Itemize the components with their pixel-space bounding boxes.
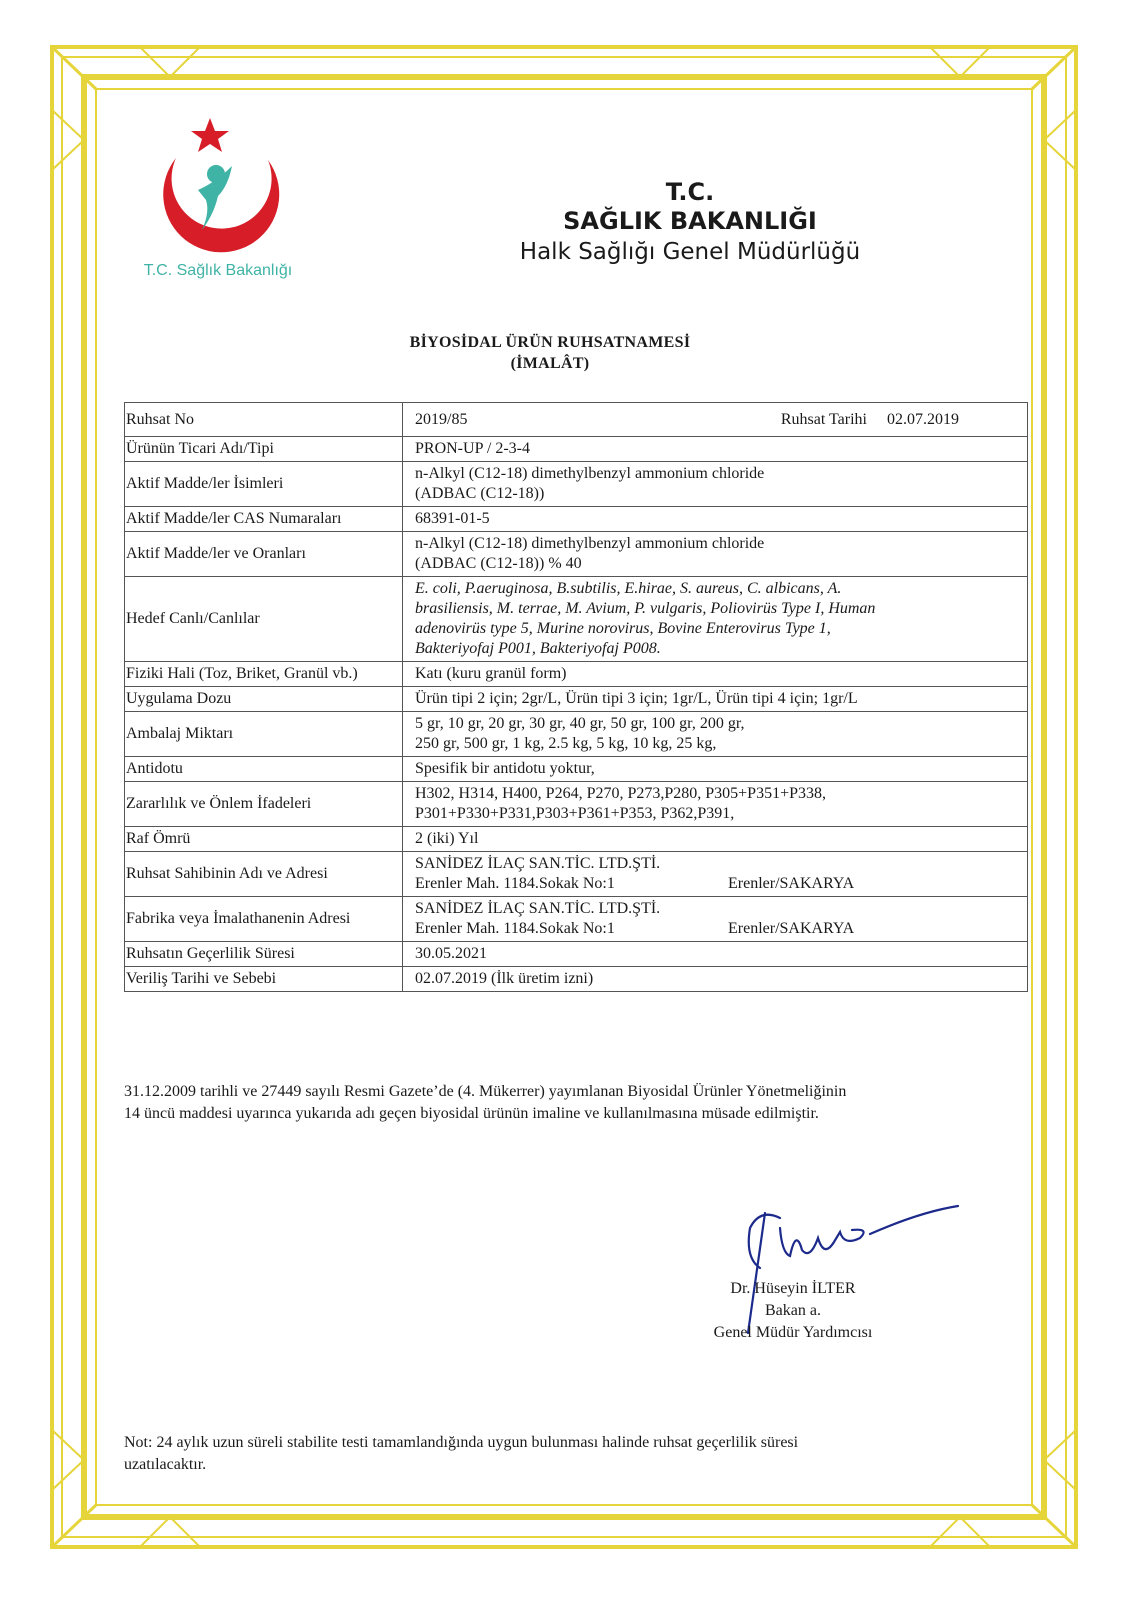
row-value: [403, 897, 1028, 942]
license-date-group: [781, 410, 1023, 430]
row-value: 30.05.2021: [403, 942, 1028, 967]
table-row: [125, 897, 1028, 942]
row-label: Fiziki Hali (Toz, Briket, Granül vb.): [125, 662, 403, 687]
table-row: [125, 577, 1028, 662]
row-value: [403, 712, 1028, 757]
signer-on-behalf: Bakan a.: [765, 1302, 821, 1319]
star-icon: [191, 118, 229, 152]
table-row: [125, 662, 1028, 687]
note-line: uzatılacaktır.: [124, 1456, 207, 1473]
row-value: 02.07.2019 (İlk üretim izni): [403, 967, 1028, 992]
value-line: (ADBAC (C12-18)) % 40: [415, 555, 582, 572]
document-title-line2: (İMALÂT): [510, 355, 590, 372]
notice-line: 14 üncü maddesi uyarınca yukarıda adı geçen biyosidal ürünün imaline ve kullanılmasına müsade edilmiştir.: [124, 1105, 819, 1122]
document-title: [330, 332, 770, 374]
table-row: [125, 942, 1028, 967]
row-value: [403, 852, 1028, 897]
table-row: [125, 757, 1028, 782]
value-line: adenovirüs type 5, Murine norovirus, Bovine Enterovirus Type 1,: [415, 620, 831, 637]
company-name: SANİDEZ İLAÇ SAN.TİC. LTD.ŞTİ.: [415, 855, 661, 872]
row-label: Hedef Canlı/Canlılar: [125, 577, 403, 662]
row-label: Antidotu: [125, 757, 403, 782]
row-label: Ruhsatın Geçerlilik Süresi: [125, 942, 403, 967]
license-number: 2019/85: [415, 410, 468, 428]
ministry-line3: Halk Sağlığı Genel Müdürlüğü: [519, 239, 861, 265]
ministry-line2: SAĞLIK BAKANLIĞI: [563, 207, 817, 235]
company-address: Erenler Mah. 1184.Sokak No:1 Erenler/SAKARYA: [415, 920, 855, 937]
footnote: [124, 1432, 964, 1476]
value-line: H302, H314, H400, P264, P270, P273,P280, P305+P351+P338,: [415, 785, 826, 802]
value-line: n-Alkyl (C12-18) dimethylbenzyl ammonium chloride: [415, 535, 765, 552]
notice-line: 31.12.2009 tarihli ve 27449 sayılı Resmi Gazete’de (4. Mükerrer) yayımlanan Biyosidal Ürünler Yönetmeliğinin: [124, 1083, 847, 1100]
signer-block: [668, 1278, 918, 1344]
company-name: SANİDEZ İLAÇ SAN.TİC. LTD.ŞTİ.: [415, 900, 661, 917]
row-value: [403, 532, 1028, 577]
ministry-line1: T.C.: [665, 178, 715, 206]
row-value: 2 (iki) Yıl: [403, 827, 1028, 852]
table-row: [125, 712, 1028, 757]
license-info-table: [124, 402, 1028, 992]
row-value: Katı (kuru granül form): [403, 662, 1028, 687]
value-line: n-Alkyl (C12-18) dimethylbenzyl ammonium chloride: [415, 465, 765, 482]
row-label: Uygulama Dozu: [125, 687, 403, 712]
row-value: [403, 462, 1028, 507]
row-label: Veriliş Tarihi ve Sebebi: [125, 967, 403, 992]
row-value: [403, 782, 1028, 827]
value-line: Bakteriyofaj P001, Bakteriyofaj P008.: [415, 640, 661, 657]
row-label: Ambalaj Miktarı: [125, 712, 403, 757]
row-label: Zararlılık ve Önlem İfadeleri: [125, 782, 403, 827]
table-row: [125, 403, 1028, 437]
note-line: Not: 24 aylık uzun süreli stabilite testi tamamlandığında uygun bulunması halinde ruhsat geçerlilik süresi: [124, 1434, 799, 1451]
row-label: Ruhsat Sahibinin Adı ve Adresi: [125, 852, 403, 897]
value-line: (ADBAC (C12-18)): [415, 485, 545, 502]
row-label: Ruhsat No: [125, 403, 403, 437]
table-row: [125, 507, 1028, 532]
table-row: [125, 967, 1028, 992]
table-row: [125, 687, 1028, 712]
row-label: Aktif Madde/ler İsimleri: [125, 462, 403, 507]
row-value: [403, 577, 1028, 662]
row-label: Raf Ömrü: [125, 827, 403, 852]
table-row: [125, 437, 1028, 462]
value-line: P301+P330+P331,P303+P361+P353, P362,P391,: [415, 805, 735, 822]
row-label: Ürünün Ticari Adı/Tipi: [125, 437, 403, 462]
table-row: [125, 782, 1028, 827]
person-figure-icon: [198, 165, 232, 230]
row-value: [403, 403, 1028, 437]
row-value: PRON-UP / 2-3-4: [403, 437, 1028, 462]
value-line: E. coli, P.aeruginosa, B.subtilis, E.hirae, S. aureus, C. albicans, A.: [415, 580, 842, 597]
license-date-label: Ruhsat Tarihi: [780, 410, 867, 428]
logo-caption: T.C. Sağlık Bakanlığı: [143, 262, 293, 279]
approval-notice: [124, 1081, 1024, 1125]
company-address: Erenler Mah. 1184.Sokak No:1 Erenler/SAKARYA: [415, 875, 855, 892]
row-label: Aktif Madde/ler CAS Numaraları: [125, 507, 403, 532]
table-row: [125, 532, 1028, 577]
license-date-value: 02.07.2019: [887, 410, 959, 428]
signer-title: Genel Müdür Yardımcısı: [713, 1324, 873, 1341]
row-value: 68391-01-5: [403, 507, 1028, 532]
row-label: Fabrika veya İmalathanenin Adresi: [125, 897, 403, 942]
signer-name: Dr. Hüseyin İLTER: [730, 1280, 856, 1297]
row-value: Spesifik bir antidotu yoktur,: [403, 757, 1028, 782]
ministry-header: [460, 178, 920, 268]
value-line: 5 gr, 10 gr, 20 gr, 30 gr, 40 gr, 50 gr, 100 gr, 200 gr,: [415, 715, 745, 732]
table-row: [125, 827, 1028, 852]
table-row: [125, 852, 1028, 897]
table-row: [125, 462, 1028, 507]
row-value: Ürün tipi 2 için; 2gr/L, Ürün tipi 3 için; 1gr/L, Ürün tipi 4 için; 1gr/L: [403, 687, 1028, 712]
document-title-line1: BİYOSİDAL ÜRÜN RUHSATNAMESİ: [409, 334, 691, 351]
row-label: Aktif Madde/ler ve Oranları: [125, 532, 403, 577]
value-line: 250 gr, 500 gr, 1 kg, 2.5 kg, 5 kg, 10 kg, 25 kg,: [415, 735, 717, 752]
value-line: brasiliensis, M. terrae, M. Avium, P. vulgaris, Poliovirüs Type I, Human: [415, 600, 876, 617]
